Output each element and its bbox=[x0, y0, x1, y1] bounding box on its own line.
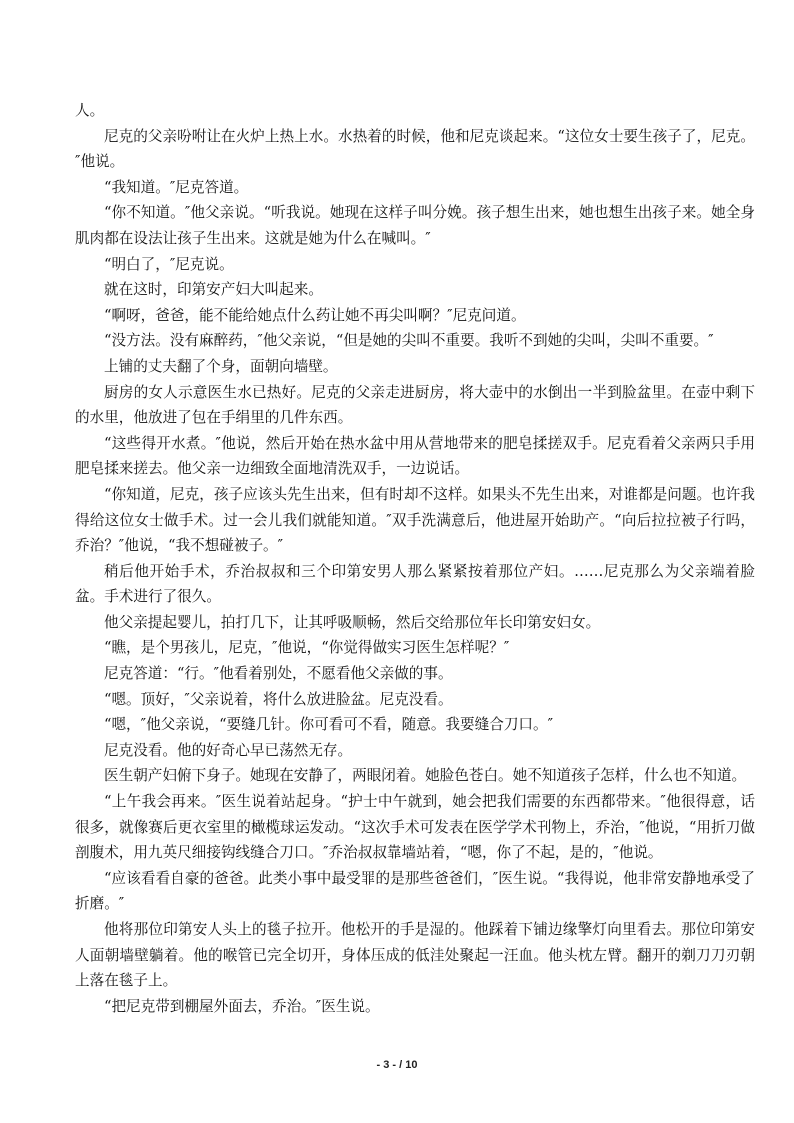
paragraph: “嗯。顶好，″父亲说着，将什么放进脸盆。尼克没看。 bbox=[104, 690, 453, 708]
paragraph: “明白了，″尼克说。 bbox=[104, 255, 234, 273]
paragraph: “没方法。没有麻醉药，″他父亲说，“但是她的尖叫不重要。我听不到她的尖叫，尖叫不重要。″ bbox=[104, 332, 714, 350]
paragraph: “嗯，″他父亲说，“要缝几针。你可看可不看，随意。我要缝合刀口。″ bbox=[104, 716, 554, 734]
paragraph: 尼克答道：“行。″他看着别处，不愿看他父亲做的事。 bbox=[104, 665, 453, 683]
paragraph: 他将那位印第安人头上的毯子拉开。他松开的手是湿的。他踩着下铺边缘擎灯向里看去。那位印第安人面朝墙壁躺着。他的喉管已完全切开，身体压成的低洼处聚起一汪血。他头枕左臂。翻开的剃刀刀刃朝上落在毯子上。 bbox=[75, 921, 755, 990]
paragraph: “这些得开水煮。″他说，然后开始在热水盆中用从营地带来的肥皂揉搓双手。尼克看着父亲两只手用肥皂揉来搓去。他父亲一边细致全面地清洗双手，一边说话。 bbox=[75, 434, 755, 478]
paragraph: “上午我会再来。″医生说着站起身。“护士中午就到，她会把我们需要的东西都带来。″他很得意，话很多，就像赛后更衣室里的橄榄球运发动。“这次手术可发表在医学学术刊物上，乔治，″他说，“用折刀做剖腹术，用九英尺细接钩线缝合刀口。″乔治叔叔靠墙站着，“嗯，你了不起，是的，″他说。 bbox=[75, 793, 755, 862]
paragraph: 他父亲提起婴儿，拍打几下，让其呼吸顺畅，然后交给那位年长印第安妇女。 bbox=[104, 613, 601, 631]
paragraph: “啊呀，爸爸，能不能给她点什么药让她不再尖叫啊？″尼克问道。 bbox=[104, 306, 526, 324]
paragraph: 人。 bbox=[75, 102, 105, 119]
paragraph: 医生朝产妇俯下身子。她现在安静了，两眼闭着。她脸色苍白。她不知道孩子怎样，什么也不知道。 bbox=[104, 767, 747, 785]
paragraph: “你知道，尼克，孩子应该头先生出来，但有时却不这样。如果头不先生出来，对谁都是问题。也许我得给这位女士做手术。过一会儿我们就能知道。″双手洗满意后，他进屋开始助产。“向后拉拉被子行吗，乔治？″他说，“我不想碰被子。″ bbox=[75, 485, 755, 555]
paragraph: 尼克的父亲吩咐让在火炉上热上水。水热着的时候，他和尼克谈起来。“这位女士要生孩子了，尼克。″他说。 bbox=[75, 127, 755, 171]
paragraph: 厨房的女人示意医生水已热好。尼克的父亲走进厨房，将大壶中的水倒出一半到脸盆里。在壶中剩下的水里，他放进了包在手绢里的几件东西。 bbox=[75, 383, 755, 427]
paragraph: 稍后他开始手术，乔治叔叔和三个印第安男人那么紧紧按着那位产妇。……尼克那么为父亲端着脸盆。手术进行了很久。 bbox=[75, 562, 755, 606]
paragraph: 就在这时，印第安产妇大叫起来。 bbox=[104, 281, 323, 299]
body-text bbox=[75, 98, 755, 1019]
paragraph: “我知道。″尼克答道。 bbox=[104, 178, 249, 196]
paragraph: “你不知道。″他父亲说。“听我说。她现在这样子叫分娩。孩子想生出来，她也想生出孩子来。她全身肌肉都在设法让孩子生出来。这就是她为什么在喊叫。″ bbox=[75, 204, 755, 247]
page-number: - 3 - / 10 bbox=[376, 1059, 418, 1071]
paragraph: “瞧，是个男孩儿，尼克，″他说，“你觉得做实习医生怎样呢？″ bbox=[104, 639, 510, 657]
paragraph: 尼克没看。他的好奇心早已荡然无存。 bbox=[104, 741, 353, 759]
paragraph: 上铺的丈夫翻了个身，面朝向墙壁。 bbox=[104, 357, 338, 375]
paragraph: “把尼克带到棚屋外面去，乔治。″医生说。 bbox=[104, 997, 380, 1015]
paragraph: “应该看看自豪的爸爸。此类小事中最受罪的是那些爸爸们，″医生说。“我得说，他非常安静地承受了折磨。″ bbox=[75, 869, 755, 913]
